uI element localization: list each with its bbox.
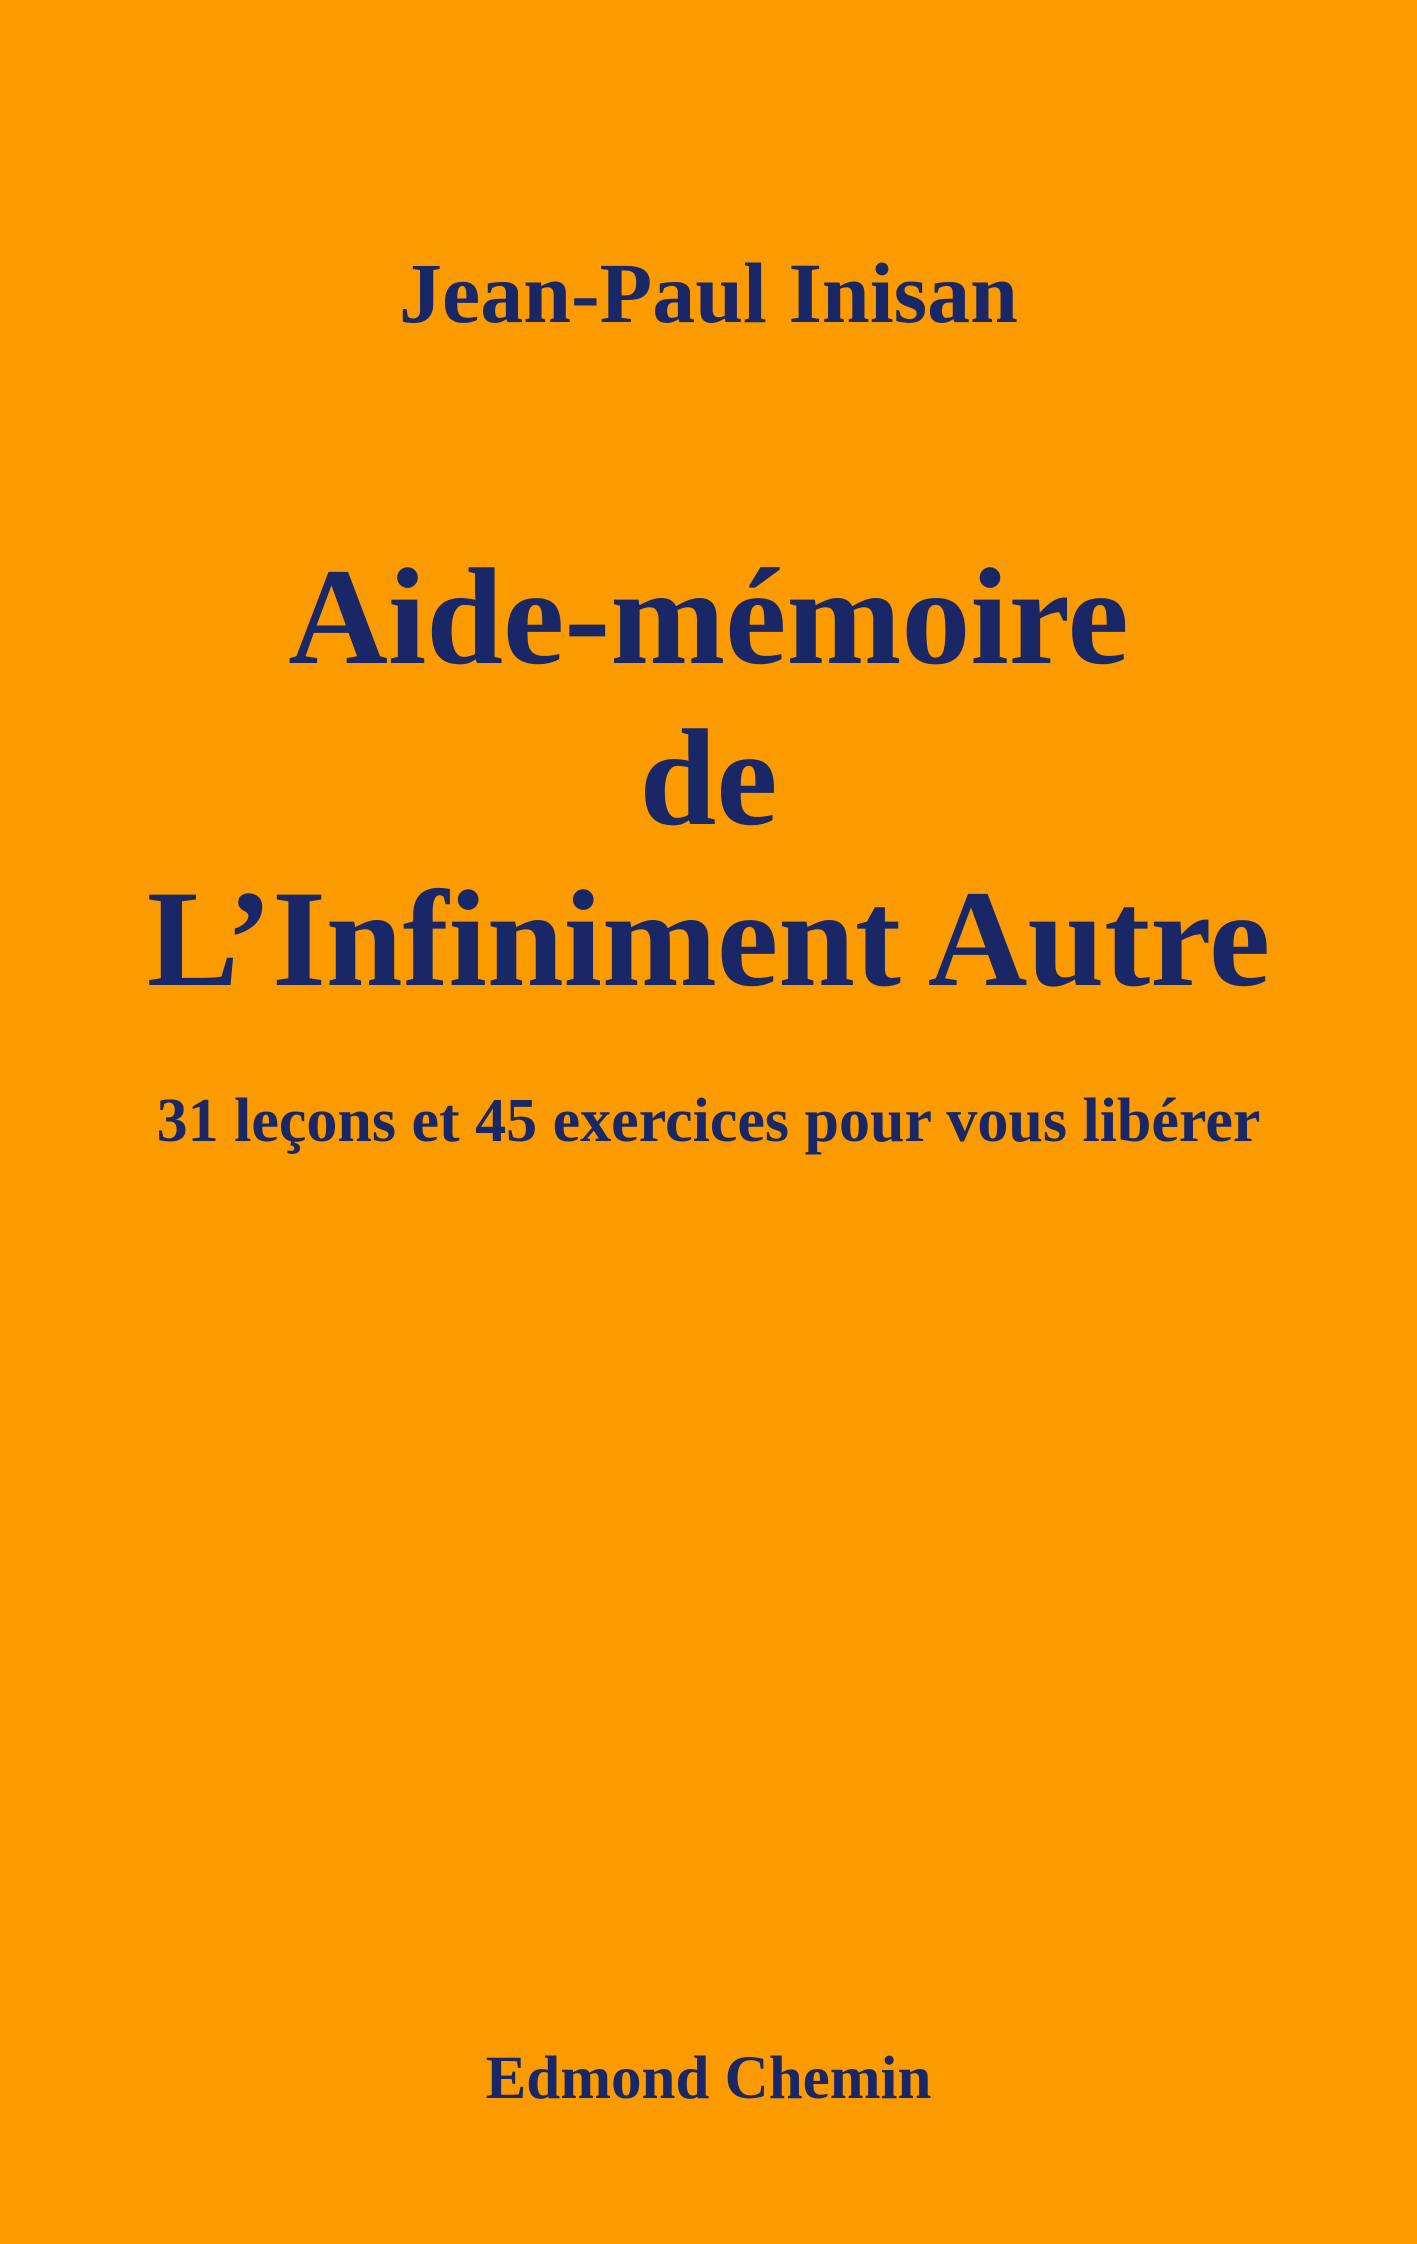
title-line-1: Aide-mémoire	[288, 540, 1129, 693]
book-subtitle: 31 leçons et 45 exercices pour vous libérer	[156, 1087, 1261, 1155]
publisher-name: Edmond Chemin	[485, 2045, 932, 2112]
book-title	[0, 536, 1417, 1019]
title-line-2: de	[639, 701, 778, 854]
author-name: Jean-Paul Inisan	[399, 245, 1018, 341]
title-line-3: L’Infiniment Autre	[146, 862, 1271, 1015]
